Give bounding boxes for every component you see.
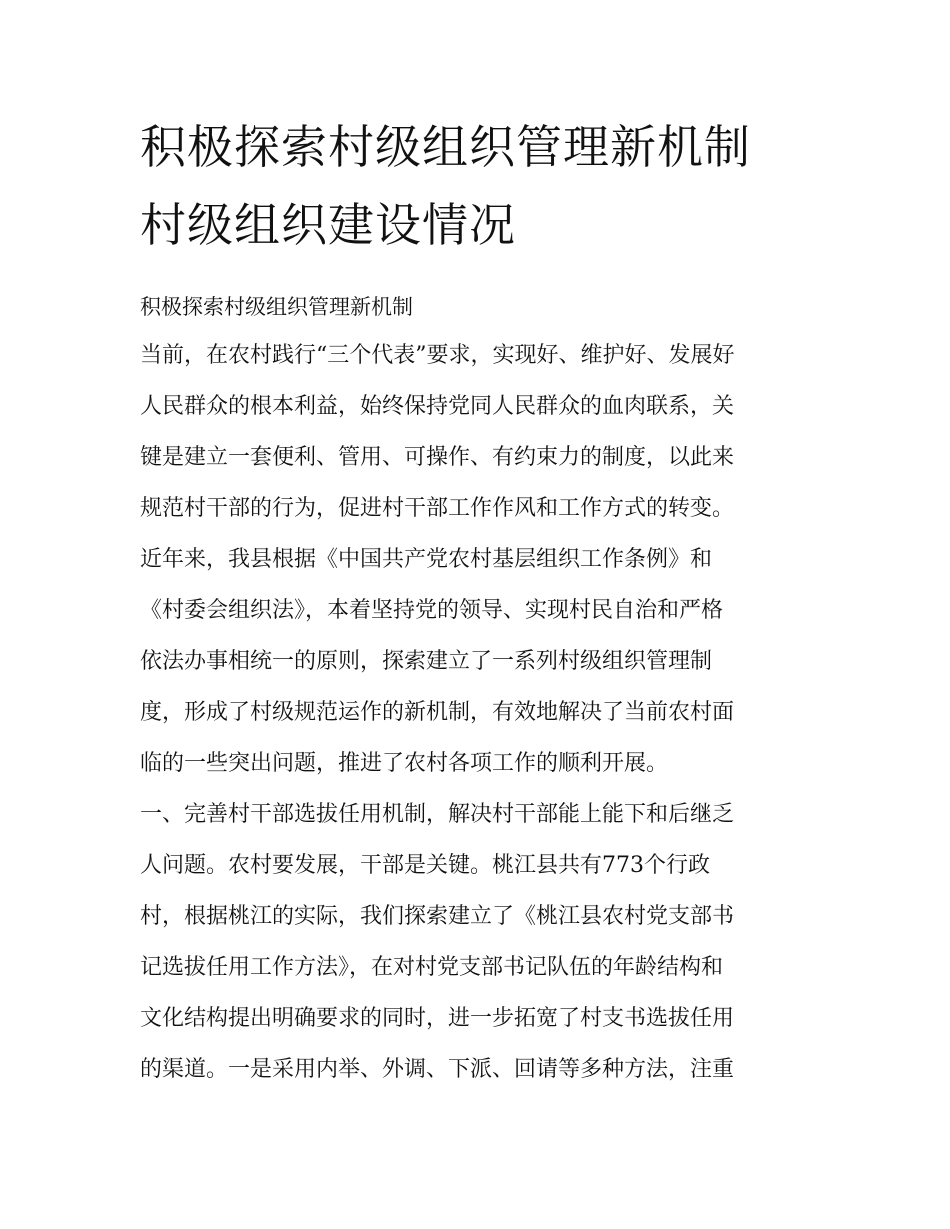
title-line: 积极探索村级组织管理新机制: [140, 120, 751, 174]
body-line: 键是建立一套便利、管用、可操作、有约束力的制度，以此来: [140, 445, 735, 470]
body-line: 村，根据桃江的实际，我们探索建立了《桃江县农村党支部书: [140, 904, 735, 929]
title-line: 村级组织建设情况: [140, 198, 516, 252]
document-page: [140, 108, 812, 1095]
body-line: 人问题。农村要发展，干部是关键。桃江县共有773个行政: [140, 853, 710, 878]
body-line: 《村委会组织法》，本着坚持党的领导、实现村民自治和严格: [140, 598, 724, 623]
body-line: 规范村干部的行为，促进村干部工作作风和工作方式的转变。: [140, 496, 735, 521]
body-line: 的渠道。一是采用内举、外调、下派、回请等多种方法，注重: [140, 1057, 735, 1082]
body-line: 人民群众的根本利益，始终保持党同人民群众的血肉联系，关: [140, 394, 735, 419]
document-title: [140, 108, 812, 264]
body-line: 文化结构提出明确要求的同时，进一步拓宽了村支书选拔任用: [140, 1006, 735, 1031]
body-line: 依法办事相统一的原则，探索建立了一系列村级组织管理制: [140, 649, 713, 674]
body-line: 近年来，我县根据《中国共产党农村基层组织工作条例》和: [140, 547, 713, 572]
body-line: 记选拔任用工作方法》，在对村党支部书记队伍的年龄结构和: [140, 955, 724, 980]
body-line: 当前，在农村践行“三个代表”要求，实现好、维护好、发展好: [140, 343, 735, 368]
document-body: [140, 330, 812, 1095]
body-line: 一、完善村干部选拔任用机制，解决村干部能上能下和后继乏: [140, 802, 735, 827]
document-subtitle: 积极探索村级组织管理新机制: [140, 295, 413, 319]
body-line: 度，形成了村级规范运作的新机制，有效地解决了当前农村面: [140, 700, 735, 725]
body-line: 临的一些突出问题，推进了农村各项工作的顺利开展。: [140, 751, 669, 776]
